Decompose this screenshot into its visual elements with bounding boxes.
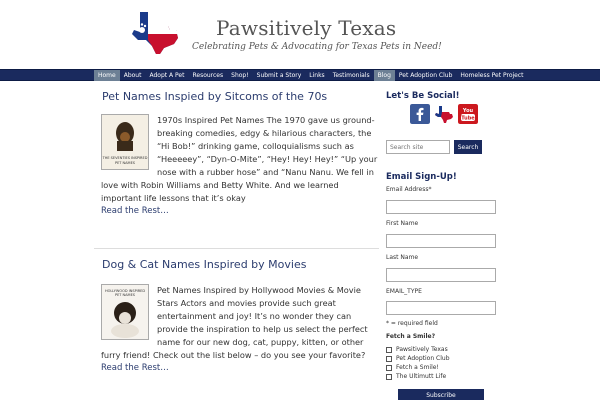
- checkbox[interactable]: [386, 374, 392, 380]
- first-name-label: First Name: [386, 220, 419, 227]
- search-button[interactable]: Search: [454, 140, 482, 154]
- nav-item-testimonials[interactable]: Testimonials: [332, 72, 370, 79]
- nav-item-pet-adoption-club[interactable]: Pet Adoption Club: [398, 72, 453, 79]
- youtube-icon[interactable]: [458, 104, 478, 124]
- checkbox[interactable]: [386, 365, 392, 371]
- search-input[interactable]: [386, 140, 450, 154]
- email-signup-title: Email Sign-Up!: [386, 172, 457, 182]
- first-name-field[interactable]: [386, 234, 496, 248]
- checkbox[interactable]: [386, 347, 392, 353]
- post-title[interactable]: Dog & Cat Names Inspired by Movies: [102, 258, 307, 271]
- read-more-link[interactable]: Read the Rest…: [101, 206, 169, 216]
- email-type-label: EMAIL_TYPE: [386, 288, 422, 295]
- post-divider: [94, 248, 379, 249]
- checkbox[interactable]: [386, 356, 392, 362]
- site-header: [0, 0, 600, 70]
- social-title: Let's Be Social!: [386, 91, 460, 101]
- svg-text:THE SEVENTIES INSPIRED: THE SEVENTIES INSPIRED: [102, 156, 148, 160]
- email-type-field[interactable]: [386, 301, 496, 315]
- read-more-link[interactable]: Read the Rest…: [101, 363, 169, 373]
- checkbox-row[interactable]: [386, 346, 448, 353]
- site-tagline: Celebrating Pets & Advocating for Texas Pets in Need!: [192, 42, 442, 52]
- checkbox-label: Pet Adoption Club: [396, 355, 450, 362]
- checkbox-label: Pawsitively Texas: [396, 346, 448, 353]
- post-excerpt-text: 1970s Inspired Pet Names The 1970 gave us ground-breaking comedies, edgy & hilarious characters, the “Hi Bob!” drinking game, colloquialisms such as “Heeeeey”, “Dyn-O-Mite”, “Hey! Hey! Hey!” “Up your nose with a rubber hose” and “Nanu Nanu. We fell in love with Robin Williams and Betty White. And we learned important life lessons that it’s okay: [101, 115, 378, 203]
- nav-item-about[interactable]: About: [123, 72, 142, 79]
- last-name-label: Last Name: [386, 254, 419, 261]
- svg-text:You: You: [462, 108, 474, 114]
- nav-item-home[interactable]: Home: [94, 70, 120, 81]
- main-navigation: [0, 69, 600, 81]
- svg-text:HOLLYWOOD INSPIRED: HOLLYWOOD INSPIRED: [104, 289, 146, 293]
- facebook-icon[interactable]: [410, 104, 430, 124]
- social-icons: [410, 104, 478, 124]
- subscribe-button[interactable]: Subscribe: [398, 389, 484, 400]
- site-title[interactable]: Pawsitively Texas: [216, 16, 397, 40]
- post-excerpt-text: Pet Names Inspired by Hollywood Movies & Movie Stars Actors and movies provide such great entertainment and joy! It’s no wonder they can provide the inspiration to help us select the perfect name for our new dog, cat, puppy, kitten, or other furry friend! Check out the list below – do you see your favorite?: [101, 285, 368, 360]
- checkbox-label: The Ultimutt Life: [396, 373, 447, 380]
- email-address-field[interactable]: [386, 200, 496, 214]
- email-address-label: Email Address*: [386, 186, 432, 193]
- svg-text:PET NAMES: PET NAMES: [114, 293, 136, 297]
- nav-item-adopt-a-pet[interactable]: Adopt A Pet: [149, 72, 185, 79]
- svg-text:Tube: Tube: [461, 115, 475, 122]
- blog-post: [94, 90, 379, 250]
- nav-item-blog[interactable]: Blog: [374, 70, 395, 81]
- nav-item-homeless-pet-project[interactable]: Homeless Pet Project: [460, 72, 524, 79]
- checkbox-label: Fetch a Smile!: [396, 364, 439, 371]
- post-excerpt: [101, 284, 379, 375]
- nav-item-resources[interactable]: Resources: [192, 72, 224, 79]
- checkbox-row[interactable]: [386, 373, 446, 380]
- texas-paw-logo[interactable]: [126, 10, 182, 56]
- fetch-smile-title: Fetch a Smile?: [386, 333, 436, 340]
- nav-item-shop[interactable]: Shop!: [231, 72, 249, 79]
- nav-item-submit-story[interactable]: Submit a Story: [256, 72, 302, 79]
- checkbox-row[interactable]: [386, 355, 450, 362]
- last-name-field[interactable]: [386, 268, 496, 282]
- nav-item-links[interactable]: Links: [309, 72, 325, 79]
- required-note: * = required field: [386, 320, 438, 327]
- svg-text:PET NAMES: PET NAMES: [114, 161, 136, 165]
- post-title[interactable]: Pet Names Inspied by Sitcoms of the 70s: [102, 90, 328, 103]
- checkbox-row[interactable]: [386, 364, 439, 371]
- texas-icon[interactable]: [434, 104, 454, 124]
- blog-post: [94, 258, 379, 400]
- post-excerpt: [101, 114, 379, 218]
